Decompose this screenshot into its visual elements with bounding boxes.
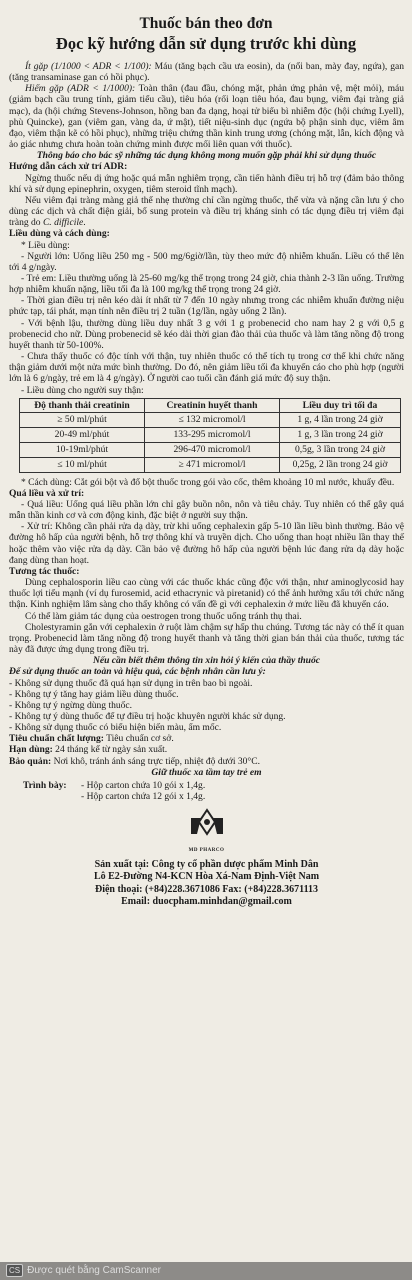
keep-away-children: Giữ thuốc xa tầm tay trẻ em — [151, 766, 262, 778]
table-cell: ≥ 471 micromol/l — [145, 457, 280, 472]
table-row — [20, 427, 401, 442]
dose-renal: - Chưa thấy thuốc có độc tính với thận, tuy nhiên thuốc có thể tích tụ trong cơ thể khi chức năng thận giảm dưới một nửa mức bình thường. Do đó, nên giảm liều tối đa khuyến cáo cho phù hợp (người lớn là 6 g/ngày, trẻ em là 4 g/ngày). Ở người cao tuổi cần đánh giá mức độ suy thận. — [9, 351, 404, 385]
report-side-effects-notice: Thông báo cho bác sỹ những tác dụng không mong muốn gặp phải khi sử dụng thuốc — [36, 150, 377, 162]
table-cell: 1 g, 3 lần trong 24 giờ — [280, 427, 401, 442]
table-header-serum: Creatinin huyết thanh — [145, 398, 280, 412]
dose-uti: - Thời gian điều trị nên kéo dài ít nhất từ 7 đến 10 ngày nhưng trong các nhiễm khuẩn đường niệu phức tạp, tái phát, mạn tính nên điều trị 2 tuần (1g/lần, ngày uống 2 lần). — [9, 295, 404, 318]
interactions-text1: Dùng cephalosporin liều cao cùng với các thuốc khác cũng độc với thận, như aminoglycosid hay thuốc lợi tiểu mạnh (ví dụ furosemid, acid ethacrynic và piretanid) có thể ảnh hưởng xấu tới chức năng thận. Kinh nghiệm lâm sàng cho thấy không có vấn đề gì với cephalexin ở mức liều đã khuyến cáo. — [9, 577, 404, 611]
camscanner-icon: CS — [6, 1264, 23, 1277]
table-cell: 0,25g, 2 lần trong 24 giờ — [280, 457, 401, 472]
expiry: Hạn dùng: 24 tháng kể từ ngày sản xuất. — [9, 744, 168, 756]
watermark-text: Được quét bằng CamScanner — [27, 1265, 162, 1276]
company-logo — [9, 808, 404, 856]
interactions-text2: Có thể làm giảm tác dụng của oestrogen trong thuốc uống tránh thụ thai. — [25, 610, 302, 622]
storage: Bảo quản: Nơi khô, tránh ánh sáng trực tiếp, nhiệt độ dưới 30°C. — [9, 755, 260, 767]
table-row — [20, 412, 401, 427]
presentation — [23, 780, 404, 802]
dose-children: - Trẻ em: Liều thường uống là 25-60 mg/kg thể trọng trong 24 giờ, chia thành 2-3 lần uống. Trường hợp nhiễm khuẩn nặng, liều tối đa là 100 mg/kg thể trọng trong 24 giờ. — [9, 272, 404, 296]
renal-dose-table — [19, 398, 401, 473]
manufacturer-info — [9, 859, 404, 909]
dosage-heading: Liều dùng và cách dùng: — [9, 228, 110, 240]
table-row — [20, 442, 401, 457]
list-item: - Không tự ý tăng hay giảm liều dùng thuốc. — [9, 688, 179, 700]
table-header-row — [20, 398, 401, 412]
table-cell: ≤ 10 ml/phút — [20, 457, 145, 472]
renal-table-intro: - Liều dùng cho người suy thận: — [21, 384, 144, 396]
list-item: - Không tự ý ngừng dùng thuốc. — [9, 699, 133, 711]
manufacturer-line4: Email: duocpham.minhdan@gmail.com — [121, 896, 292, 908]
list-item: - Hộp carton chứa 12 gói x 1,4g. — [81, 791, 206, 803]
adr-management-heading: Hướng dẫn cách xử trí ADR: — [9, 161, 128, 173]
quality-standard: Tiêu chuẩn chất lượng: Tiêu chuẩn cơ sở. — [9, 733, 174, 745]
overdose-text: - Quá liều: Uống quá liều phần lớn chỉ gây buồn nôn, nôn và tiêu chảy. Tuy nhiên có thể gây quá mẫn thần kinh cơ và cơn động kinh, đặc biệt ở người suy thận. — [9, 499, 404, 522]
interactions-heading: Tương tác thuốc: — [9, 565, 80, 577]
prescription-notice: Thuốc bán theo đơn — [139, 15, 273, 32]
presentation-list — [81, 780, 205, 802]
md-pharco-logo-icon — [187, 808, 227, 842]
table-cell: 133-295 micromol/l — [145, 427, 280, 442]
leaflet-body — [0, 61, 412, 909]
presentation-label: Trình bày: — [23, 779, 67, 791]
scanner-watermark — [0, 1262, 412, 1280]
read-instructions-notice: Đọc kỹ hướng dẫn sử dụng trước khi dùng — [55, 34, 357, 53]
table-header-max-dose: Liều duy trì tối đa — [280, 398, 401, 412]
dose-label: * Liều dùng: — [21, 239, 70, 251]
manufacturer-line1: Sản xuất tại: Công ty cổ phần dược phẩm Minh Dân — [94, 858, 319, 870]
side-effects-very-rare: Hiếm gặp (ADR < 1/1000): Toàn thân (đau đầu, chóng mặt, phản ứng phản vệ, mệt mỏi), máu (giảm bạch cầu trung tính, giảm tiểu cầu), tiêu hóa (rối loạn tiêu hóa, đau bụng, viêm đại tràng giả mạc), da (hội chứng Stevens-Johnson, hồng ban đa dạng, hoại tử biểu bì nhiễm độc (hội chứng Lyell), phù Quincke), gan (viêm gan, vàng da, ứ mật), tiết niệu-sinh dục (ngứa bộ phận sinh dục, viêm âm đạo, viêm thận kẽ có hồi phục), những triệu chứng thần kinh trung ương (chóng mặt, lẫn, kích động và ảo giác nhưng chưa hoàn toàn chứng minh được mối liên quan với thuốc). — [9, 83, 405, 151]
overdose-management-text: - Xử trí: Không cần phải rửa dạ dày, trừ khi uống cephalexin gấp 5-10 lần liều bình thường. Bảo vệ đường hô hấp của người bệnh, hỗ trợ thông khí và truyền dịch. Cho uống than hoạt nhiều lần thay thế hoặc thêm vào việc rửa dạ dày. Cần bảo vệ đường hô hấp của người bệnh lúc đang rửa dạ dày hoặc đang dùng than hoạt. — [9, 521, 404, 566]
table-header-clearance: Độ thanh thải creatinin — [20, 398, 145, 412]
table-cell: ≥ 50 ml/phút — [20, 412, 145, 427]
dose-gonorrhea: - Với bệnh lậu, thường dùng liều duy nhất 3 g với 1 g probenecid cho nam hay 2 g với 0,5 g probenecid cho nữ. Dùng probenecid sẽ kéo dài thời gian đào thải của thuốc và làm tăng nồng độ trong huyết thanh từ 50-100%. — [9, 317, 404, 351]
table-cell: 296-470 micromol/l — [145, 442, 280, 457]
table-row — [20, 457, 401, 472]
adr-management-text2: Nếu viêm đại tràng màng giả thể nhẹ thường chỉ cần ngừng thuốc, thể vừa và nặng cần lưu ý cho dùng các dịch và chất điện giải, bổ sung protein và điều trị kháng sinh có tác dụng điều trị viêm đại tràng do C. difficile. — [9, 194, 404, 229]
consult-doctor-notice: Nếu cần biết thêm thông tin xin hỏi ý kiến của thầy thuốc — [92, 655, 321, 667]
list-item: - Hộp carton chứa 10 gói x 1,4g. — [81, 779, 206, 791]
safety-heading: Để sử dụng thuốc an toàn và hiệu quả, các bệnh nhân cần lưu ý: — [9, 666, 266, 678]
list-item: - Không sử dụng thuốc đã quá hạn sử dụng in trên bao bì ngoài. — [9, 677, 253, 689]
manufacturer-line3: Điện thoại: (+84)228.3671086 Fax: (+84)228.3671113 — [94, 883, 319, 895]
table-cell: ≤ 132 micromol/l — [145, 412, 280, 427]
table-cell: 1 g, 4 lần trong 24 giờ — [280, 412, 401, 427]
adr-management-text1: Ngừng thuốc nếu dị ứng hoặc quá mẫn nghiêm trọng, cần tiến hành điều trị hỗ trợ (đảm bảo thông khí và sử dụng epinephrin, oxygen, tiêm steroid tĩnh mạch). — [9, 172, 404, 195]
overdose-heading: Quá liều và xử trí: — [9, 487, 85, 499]
logo-text: MD PHARCO — [188, 848, 225, 854]
list-item: - Không sử dụng thuốc có biểu hiện biến màu, ẩm mốc. — [9, 722, 222, 734]
side-effects-rare: Ít gặp (1/1000 < ADR < 1/100): Máu (tăng bạch cầu ưa eosin), da (nổi ban, mày đay, ngứa), gan (tăng transaminase gan có hồi phục). — [9, 61, 404, 84]
dose-adults: - Người lớn: Uống liều 250 mg - 500 mg/6giờ/lần, tùy theo mức độ nhiễm khuẩn. Liều có thể lên tới 4 g/ngày. — [9, 250, 404, 273]
table-cell: 0,5g, 3 lần trong 24 giờ — [280, 442, 401, 457]
interactions-text3: Cholestyramin gắn với cephalexin ở ruột làm chậm sự hấp thu chúng. Tương tác này có thể ít quan trọng. Probenecid làm tăng nồng độ trong huyết thanh và tăng thời gian bán thải của thuốc, tương tác này đã được ứng dụng trong điều trị. — [9, 621, 404, 656]
list-item: - Không tự ý dùng thuốc để tự điều trị hoặc khuyên người khác sử dụng. — [9, 710, 286, 722]
manufacturer-line2: Lô E2-Đường N4-KCN Hòa Xá-Nam Định-Việt Nam — [93, 871, 320, 883]
table-cell: 10-19ml/phút — [20, 442, 145, 457]
usage-instructions: * Cách dùng: Cắt gói bột và đổ bột thuốc trong gói vào cốc, thêm khoảng 10 ml nước, khuấy đều. — [21, 476, 395, 488]
table-cell: 20-49 ml/phút — [20, 427, 145, 442]
